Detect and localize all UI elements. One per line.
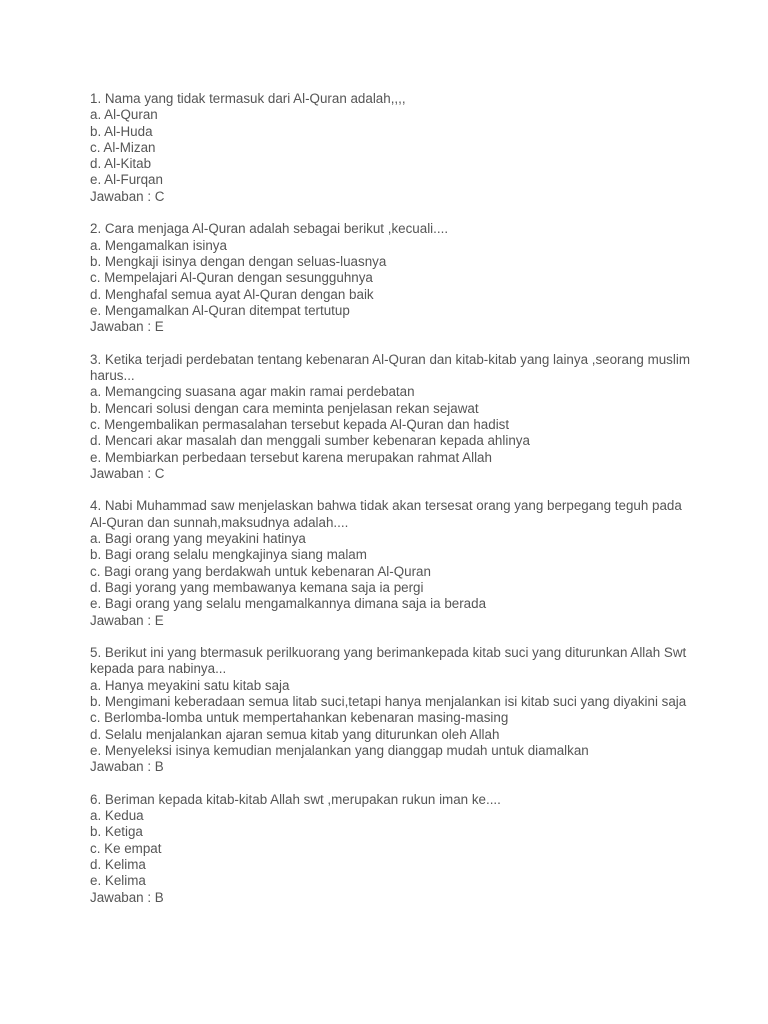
question-6: [90, 792, 690, 906]
question-5: [90, 645, 690, 775]
option-d: d. Selalu menjalankan ajaran semua kitab yang diturunkan oleh Allah: [90, 726, 500, 742]
option-a: a. Mengamalkan isinya: [90, 237, 227, 253]
option-e: e. Kelima: [90, 873, 146, 889]
question-stem: 1. Nama yang tidak termasuk dari Al-Quran adalah,,,,: [90, 91, 406, 106]
question-stem: 2. Cara menjaga Al-Quran adalah sebagai berikut ,kecuali....: [90, 221, 449, 237]
document-page: [90, 91, 690, 922]
option-a: a. Hanya meyakini satu kitab saja: [90, 677, 290, 693]
option-a: a. Kedua: [90, 808, 144, 824]
question-stem: 4. Nabi Muhammad saw menjelaskan bahwa tidak akan tersesat orang yang berpegang teguh pada Al-Quran dan sunnah,maksudnya adalah....: [90, 498, 682, 530]
option-b: b. Mengkaji isinya dengan dengan seluas-luasnya: [90, 253, 387, 269]
option-c: c. Berlomba-lomba untuk mempertahankan kebenaran masing-masing: [90, 710, 509, 726]
option-e: e. Membiarkan perbedaan tersebut karena merupakan rahmat Allah: [90, 449, 492, 465]
option-e: e. Bagi orang yang selalu mengamalkannya dimana saja ia berada: [90, 596, 487, 612]
option-b: b. Al-Huda: [90, 123, 153, 139]
option-d: d. Al-Kitab: [90, 156, 152, 172]
question-3: [90, 352, 690, 482]
option-e: e. Menyeleksi isinya kemudian menjalankan yang dianggap mudah untuk diamalkan: [90, 742, 589, 758]
option-c: c. Mempelajari Al-Quran dengan sesungguhnya: [90, 270, 373, 286]
option-b: b. Mengimani keberadaan semua litab suci,tetapi hanya menjalankan isi kitab suci yang diyakini saja: [90, 693, 687, 709]
answer: Jawaban : C: [90, 188, 165, 204]
option-e: e. Mengamalkan Al-Quran ditempat tertutup: [90, 302, 350, 318]
question-stem: 5. Berikut ini yang btermasuk perilkuorang yang berimankepada kitab suci yang diturunkan Allah Swt kepada para nabinya...: [90, 645, 687, 677]
option-c: c. Mengembalikan permasalahan tersebut kepada Al-Quran dan hadist: [90, 416, 510, 432]
option-e: e. Al-Furqan: [90, 172, 163, 188]
question-stem: 6. Beriman kepada kitab-kitab Allah swt ,merupakan rukun iman ke....: [90, 791, 501, 807]
option-d: d. Kelima: [90, 856, 146, 872]
option-c: c. Ke empat: [90, 840, 162, 856]
option-c: c. Bagi orang yang berdakwah untuk kebenaran Al-Quran: [90, 563, 431, 579]
answer: Jawaban : C: [90, 465, 165, 481]
question-1: [90, 91, 690, 205]
answer: Jawaban : E: [90, 319, 164, 335]
answer: Jawaban : B: [90, 759, 164, 775]
question-stem: 3. Ketika terjadi perdebatan tentang kebenaran Al-Quran dan kitab-kitab yang lainya ,seorang muslim harus...: [90, 351, 690, 384]
question-4: [90, 498, 690, 628]
option-c: c. Al-Mizan: [90, 139, 156, 155]
answer: Jawaban : E: [90, 612, 164, 628]
option-a: a. Al-Quran: [90, 107, 158, 123]
option-d: d. Bagi yorang yang membawanya kemana saja ia pergi: [90, 579, 424, 595]
question-2: [90, 221, 690, 335]
option-d: d. Mencari akar masalah dan menggali sumber kebenaran kepada ahlinya: [90, 433, 530, 449]
option-d: d. Menghafal semua ayat Al-Quran dengan baik: [90, 286, 374, 302]
option-a: a. Bagi orang yang meyakini hatinya: [90, 531, 306, 547]
answer: Jawaban : B: [90, 889, 164, 905]
option-a: a. Memangcing suasana agar makin ramai perdebatan: [90, 384, 415, 400]
option-b: b. Mencari solusi dengan cara meminta penjelasan rekan sejawat: [90, 400, 479, 416]
option-b: b. Ketiga: [90, 824, 143, 840]
option-b: b. Bagi orang selalu mengkajinya siang malam: [90, 547, 367, 563]
